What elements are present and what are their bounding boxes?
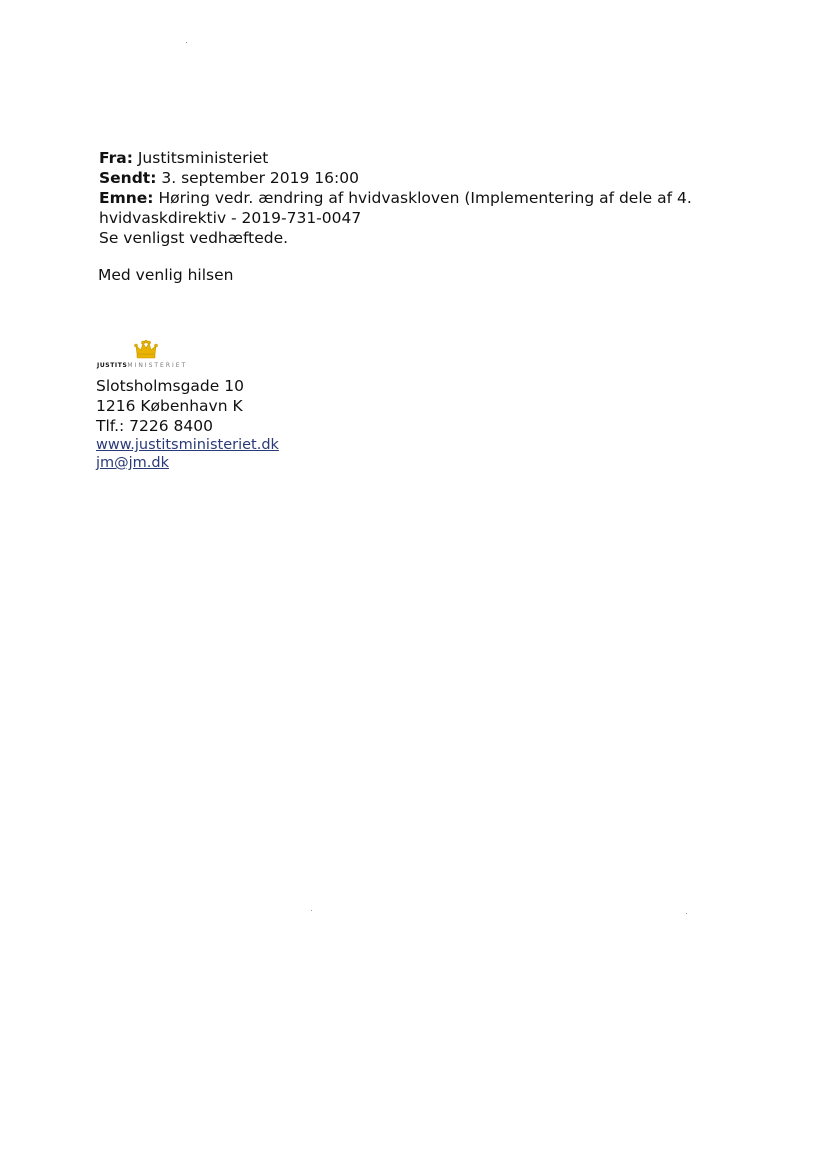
subject-line bbox=[99, 188, 739, 208]
scan-speck bbox=[186, 42, 187, 43]
sent-value: 3. september 2019 16:00 bbox=[161, 169, 359, 187]
logo-text-light: MINISTERIET bbox=[127, 362, 188, 369]
subject-value-line2: hvidvaskdirektiv - 2019-731-0047 bbox=[99, 209, 362, 227]
signature-block bbox=[96, 376, 279, 472]
from-value: Justitsministeriet bbox=[137, 149, 269, 167]
from-label: Fra: bbox=[99, 149, 133, 167]
body-line-1: Se venligst vedhæftede. bbox=[99, 229, 289, 247]
subject-continuation bbox=[99, 208, 739, 228]
ministry-logo bbox=[97, 340, 217, 374]
crown-icon bbox=[134, 340, 158, 360]
closing-text: Med venlig hilsen bbox=[98, 266, 234, 284]
from-line bbox=[99, 148, 739, 168]
scan-speck bbox=[686, 913, 687, 914]
scan-speck bbox=[311, 910, 312, 911]
website-link[interactable]: www.justitsministeriet.dk bbox=[96, 437, 279, 453]
signature-city: 1216 København K bbox=[96, 397, 243, 415]
logo-text-bold: JUSTITS bbox=[97, 362, 128, 369]
subject-label: Emne: bbox=[99, 189, 154, 207]
signature-street: Slotsholmsgade 10 bbox=[96, 377, 244, 395]
sent-line bbox=[99, 168, 739, 188]
email-header bbox=[99, 148, 739, 248]
logo-wordmark bbox=[97, 362, 187, 369]
subject-value-line1: Høring vedr. ændring af hvidvaskloven (Implementering af dele af 4. bbox=[158, 189, 692, 207]
email-link[interactable]: jm@jm.dk bbox=[96, 455, 170, 471]
sent-label: Sendt: bbox=[99, 169, 157, 187]
signature-phone: Tlf.: 7226 8400 bbox=[96, 417, 213, 435]
